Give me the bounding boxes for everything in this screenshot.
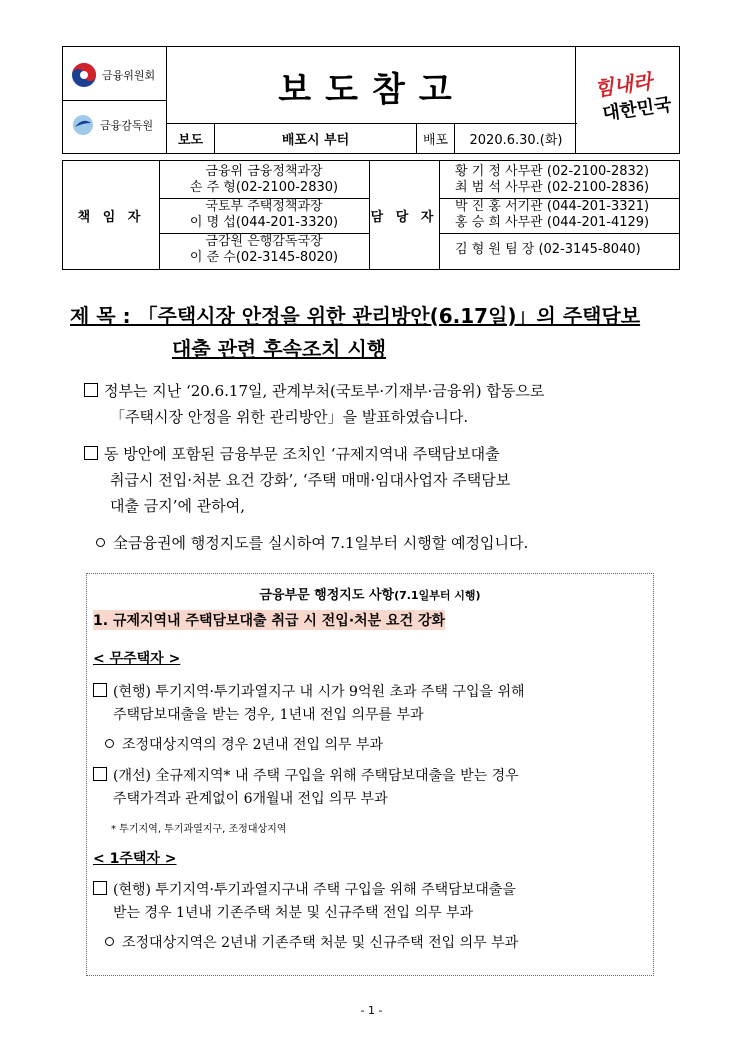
contact-table bbox=[62, 160, 680, 270]
section-one-house: < 1주택자 > bbox=[93, 851, 177, 867]
subject-prefix: 제 목 : bbox=[70, 304, 131, 328]
box-title: 금융부문 행정지도 사항(7.1일부터 시행) bbox=[259, 588, 481, 603]
page-title: 보도참고 bbox=[278, 69, 466, 110]
circle-bullet-icon bbox=[96, 538, 105, 547]
org1-label: 금융위원회 bbox=[102, 69, 156, 82]
circle-bullet-icon bbox=[105, 739, 114, 748]
contact-person-1: 황 기 정 사무관 (02-2100-2832) bbox=[455, 164, 650, 179]
logo-panel bbox=[63, 47, 167, 153]
no-house-sub: 조정대상지역의 경우 2년내 전입 의무 부과 bbox=[105, 734, 645, 757]
contact-person-2: 최 범 석 사무관 (02-2100-2836) bbox=[455, 180, 650, 195]
contact-person-3: 박 진 홍 서기관 (044-201-3321) bbox=[455, 199, 650, 214]
distribution-row bbox=[167, 123, 577, 153]
paragraph-3: 全금융권에 행정지도를 실시하여 7.1일부터 시행할 예정입니다. bbox=[96, 530, 696, 556]
paragraph-2: 동 방안에 포함된 금융부문 조치인 ‘규제지역내 주택담보대출 취급시 전입·처분 요건 강화’, ‘주택 매매·임대사업자 주택담보 대출 금지’에 관하여, bbox=[84, 441, 684, 519]
checkbox-bullet-icon bbox=[93, 881, 107, 895]
one-house-sub: 조정대상지역은 2년내 기존주택 처분 및 신규주택 전입 의무 부과 bbox=[105, 932, 645, 955]
subject-line1: 「주택시장 안정을 위한 관리방안(6.17일)」의 주택담보 bbox=[137, 304, 641, 328]
contact-person-4: 홍 승 희 사무관 (044-201-4129) bbox=[455, 215, 650, 230]
one-house-current: (현행) 투기지역·투기과열지구내 주택 구입을 위해 주택담보대출을 받는 경우 1년내 기존주택 처분 및 신규주택 전입 의무 부과 bbox=[93, 879, 653, 925]
checkbox-bullet-icon bbox=[93, 767, 107, 781]
issue-label: 배포 bbox=[417, 124, 455, 153]
slogan-line2: 대한민국 bbox=[601, 94, 673, 125]
guidance-box bbox=[86, 573, 654, 976]
box-heading: 1. 규제지역내 주택담보대출 취급 시 전입·처분 요건 강화 bbox=[93, 610, 445, 630]
paragraph-1: 정부는 지난 ‘20.6.17일, 관계부처(국토부·기재부·금융위) 합동으로 「주택시장 안정을 위한 관리방안」을 발표하였습니다. bbox=[84, 378, 684, 430]
no-house-improved: (개선) 全규제지역* 내 주택 구입을 위해 주택담보대출을 받는 경우 주택가격과 관계없이 6개월내 전입 의무 부과 bbox=[93, 765, 653, 811]
checkbox-bullet-icon bbox=[93, 683, 107, 697]
dist-label: 보도 bbox=[167, 124, 215, 153]
issue-date: 2020.6.30.(화) bbox=[469, 133, 563, 148]
responsible-2: 국토부 주택정책과장 이 명 섭(044-201-3320) bbox=[189, 199, 339, 230]
fss-emblem-icon bbox=[71, 113, 95, 137]
fss-logo bbox=[71, 113, 153, 137]
section-no-house: < 무주택자 > bbox=[93, 651, 181, 667]
no-house-current: (현행) 투기지역·투기과열지구 내 시가 9억원 초과 주택 구입을 위해 주택담보대출을 받는 경우, 1년내 전입 의무를 부과 bbox=[93, 681, 653, 727]
responsible-3: 금감원 은행감독국장 이 준 수(02-3145-8020) bbox=[189, 234, 339, 265]
subject-line2: 대출 관련 후속조치 시행 bbox=[172, 337, 387, 361]
dist-value: 배포시 부터 bbox=[215, 124, 417, 153]
checkbox-bullet-icon bbox=[84, 446, 98, 460]
contact-label: 담 당 자 bbox=[370, 209, 438, 225]
slogan-logo bbox=[575, 47, 679, 153]
no-house-note: * 투기지역, 투기과열지구, 조정대상지역 bbox=[111, 824, 287, 835]
fsc-logo bbox=[71, 62, 155, 88]
responsible-label: 책 임 자 bbox=[77, 209, 145, 225]
press-header bbox=[62, 46, 680, 154]
responsible-1: 금융위 금융정책과장 손 주 형(02-2100-2830) bbox=[189, 164, 339, 195]
page-number: - 1 - bbox=[360, 1004, 383, 1017]
slogan-line1: 힘내라 bbox=[592, 69, 654, 101]
circle-bullet-icon bbox=[105, 937, 114, 946]
contact-person-5: 김 형 원 팀 장 (02-3145-8040) bbox=[455, 242, 641, 257]
org2-label: 금융감독원 bbox=[100, 119, 154, 132]
taegeuk-icon bbox=[71, 62, 97, 88]
checkbox-bullet-icon bbox=[84, 383, 98, 397]
subject bbox=[70, 300, 690, 366]
